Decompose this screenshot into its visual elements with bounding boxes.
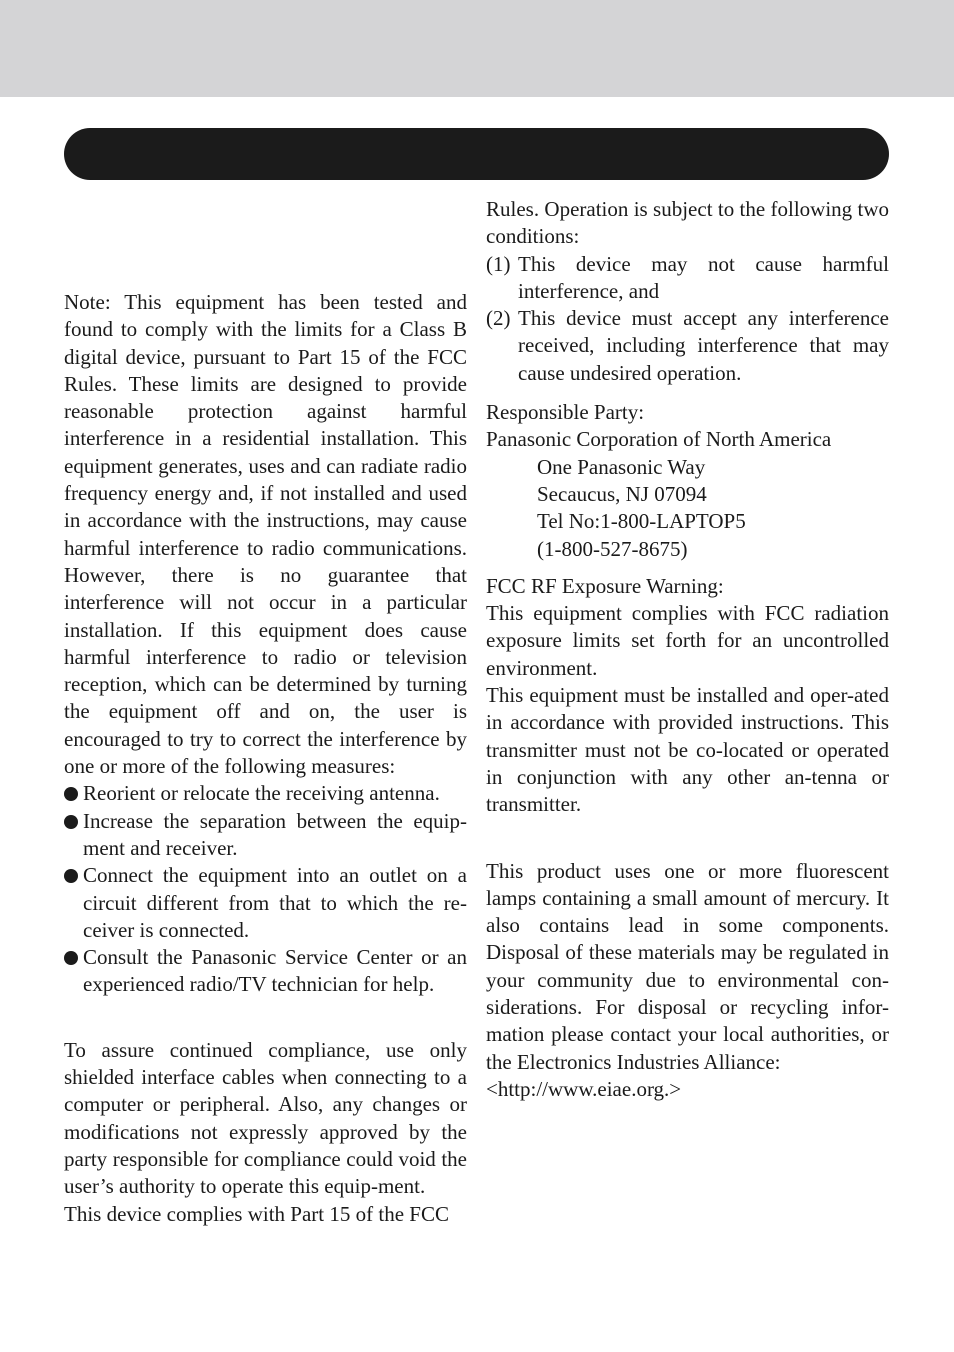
- condition-text: This device must accept any interference received, including interference that may cause undesired operation.: [518, 306, 889, 385]
- measure-text: Consult the Panasonic Service Center or an experienced radio/TV technician for help.: [83, 945, 467, 997]
- measure-item: [64, 944, 467, 999]
- part15-statement-continued: Rules. Operation is subject to the following two conditions:: [486, 197, 889, 249]
- disposal-paragraph: This product uses one or more fluorescent lamps containing a small amount of mercury. It also contains lead in some components. Disposal of these materials may be regulated in your community due to environmental con-siderations. For disposal or recycling infor-mation please contact your local authorities, or the Electronics Industries Alliance:: [486, 858, 889, 1074]
- measure-item: [64, 780, 467, 807]
- compliance-paragraph: To assure continued compliance, use only shielded interface cables when connecting to a computer or peripheral. Also, any changes or modifications not expressly approved by the party responsible for compliance could void the user’s authority to operate this equip-ment.: [64, 1037, 467, 1199]
- rf-warning-paragraph-2: This equipment must be installed and oper-ated in accordance with provided instructions. This transmitter must not be co-located or operated in conjunction with any other an-tenna or transmitter.: [486, 683, 889, 817]
- address-line-1: One Panasonic Way: [537, 454, 706, 479]
- page-header-band: [0, 0, 954, 97]
- condition-item: [486, 305, 889, 387]
- measure-item: [64, 862, 467, 944]
- right-column: [486, 196, 889, 1103]
- measure-text: Increase the separation between the equip-ment and receiver.: [83, 808, 467, 860]
- interference-measures-list: [64, 780, 467, 998]
- fcc-note-paragraph: Note: This equipment has been tested and found to comply with the limits for a Class B digital device, pursuant to Part 15 of the FCC Rules. These limits are designed to provide reasonable protection against harmful interference in a residential installation. This equipment generates, uses and can radiate radio frequency energy and, if not installed and used in accordance with the instructions, may cause harmful interference to radio communications. However, there is no guarantee that interference will not occur in a particular installation. If this equipment does cause harmful interference to radio or television reception, which can be determined by turning the equipment off and on, the user is encouraged to try to correct the interference by one or more of the following measures:: [64, 290, 467, 779]
- phone-number: Tel No:1-800-LAPTOP5: [537, 509, 746, 534]
- address-line-2: Secaucus, NJ 07094: [537, 481, 707, 506]
- bullet-icon: [64, 787, 78, 801]
- conditions-list: [486, 251, 889, 387]
- measure-text: Reorient or relocate the receiving antenna.: [83, 781, 440, 806]
- rf-warning-paragraph-1: This equipment complies with FCC radiation exposure limits set forth for an uncontrolled environment.: [486, 601, 889, 680]
- disposal-block: [486, 858, 889, 1104]
- measure-item: [64, 808, 467, 863]
- rf-warning-heading: FCC RF Exposure Warning:: [486, 573, 724, 598]
- phone-number-numeric: (1-800-527-8675): [537, 536, 688, 561]
- section-title-bar: [64, 128, 889, 180]
- bullet-icon: [64, 869, 78, 883]
- bullet-icon: [64, 815, 78, 829]
- condition-item: [486, 251, 889, 306]
- left-column: [64, 289, 467, 1228]
- rf-exposure-warning-block: [486, 573, 889, 819]
- responsible-party-block: [486, 399, 889, 563]
- condition-number: (2): [486, 306, 511, 331]
- condition-text: This device may not cause harmful interference, and: [518, 251, 889, 303]
- measure-text: Connect the equipment into an outlet on a circuit different from that to which the re-ceiver is connected.: [83, 863, 467, 942]
- responsible-party-heading: Responsible Party:: [486, 400, 645, 425]
- part15-statement-start: This device complies with Part 15 of the FCC: [64, 1201, 449, 1226]
- condition-number: (1): [486, 251, 511, 276]
- company-name: Panasonic Corporation of North America: [486, 427, 832, 452]
- eia-url: <http://www.eiae.org.>: [486, 1076, 682, 1101]
- bullet-icon: [64, 951, 78, 965]
